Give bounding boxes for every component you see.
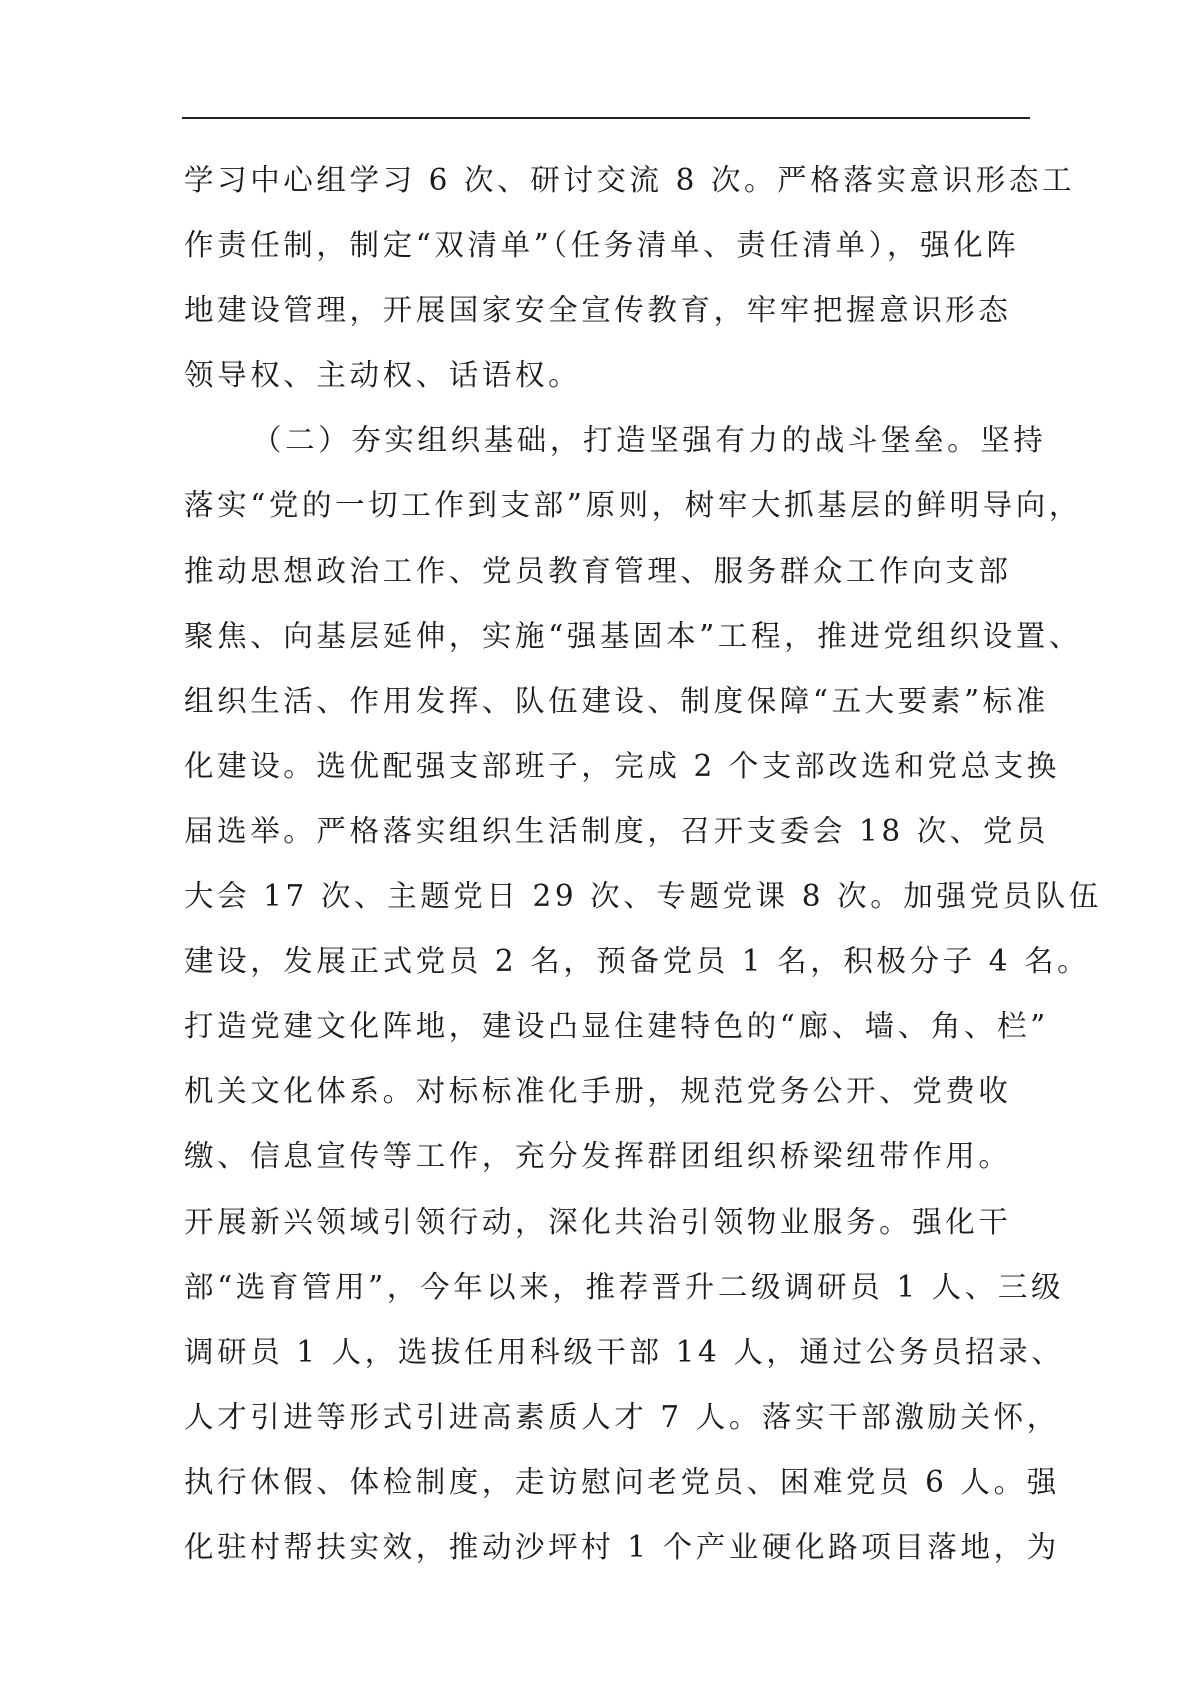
text-line: 机关文化体系。对标标准化手册，规范党务公开、党费收 (184, 1074, 1012, 1109)
text-line: 打造党建文化阵地，建设凸显住建特色的“廊、墙、角、栏” (184, 1009, 1049, 1044)
text-line: 执行休假、体检制度，走访慰问老党员、困难党员 6 人。强 (184, 1464, 1060, 1499)
text-line: 学习中心组学习 6 次、研讨交流 8 次。严格落实意识形态工 (184, 163, 1076, 197)
header-rule (182, 117, 1030, 119)
text-line: 部“选育管用”，今年以来，推荐晋升二级调研员 1 人、三级 (184, 1269, 1065, 1304)
text-line: 建设，发展正式党员 2 名，预备党员 1 名，积极分子 4 名。 (184, 944, 1091, 979)
text-line: 人才引进等形式引进高素质人才 7 人。落实干部激励关怀， (184, 1399, 1060, 1434)
text-line: 缴、信息宣传等工作，充分发挥群团组织桥梁纽带作用。 (184, 1139, 1012, 1174)
text-line: 届选举。严格落实组织生活制度，召开支委会 18 次、党员 (184, 813, 1050, 848)
text-line: 化驻村帮扶实效，推动沙坪村 1 个产业硬化路项目落地，为 (184, 1529, 1060, 1564)
text-line: 落实“党的一切工作到支部”原则，树牢大抓基层的鲜明导向， (184, 488, 1082, 523)
text-line: 组织生活、作用发挥、队伍建设、制度保障“五大要素”标准 (184, 683, 1049, 718)
text-line: 聚焦、向基层延伸，实施“强基固本”工程，推进党组织设置、 (184, 618, 1082, 653)
text-line: 地建设管理，开展国家安全宣传教育，牢牢把握意识形态 (184, 293, 1012, 328)
body-text (184, 148, 1102, 1580)
text-line: 开展新兴领域引领行动，深化共治引领物业服务。强化干 (184, 1204, 1012, 1239)
text-line: 大会 17 次、主题党日 29 次、专题党课 8 次。加强党员队伍 (184, 879, 1102, 914)
text-line: 作责任制，制定“双清单”（任务清单、责任清单），强化阵 (184, 228, 1020, 263)
text-line: 推动思想政治工作、党员教育管理、服务群众工作向支部 (184, 553, 1012, 588)
text-line: 化建设。选优配强支部班子，完成 2 个支部改选和党总支换 (184, 748, 1060, 783)
text-line: 调研员 1 人，选拔任用科级干部 14 人，通过公务员招录、 (184, 1334, 1065, 1369)
text-line: 领导权、主动权、话语权。 (184, 358, 582, 393)
section-heading-line: （二）夯实组织基础，打造坚强有力的战斗堡垒。坚持 (252, 423, 1047, 458)
